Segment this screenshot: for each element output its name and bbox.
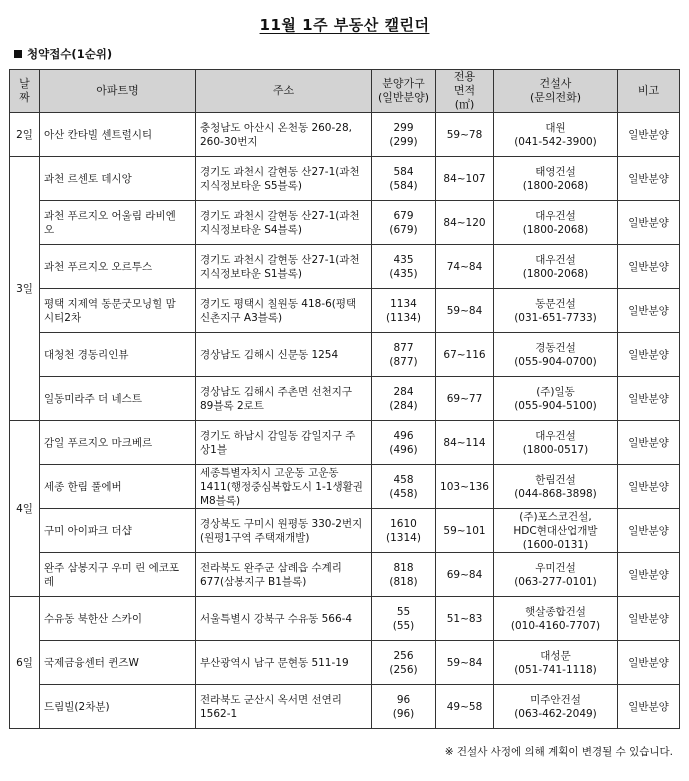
table-row [10,597,680,641]
address-cell: 경기도 평택시 칠원동 418-6(평택 신촌지구 A3블록) [196,289,372,333]
address-cell: 충청남도 아산시 온천동 260-28, 260-30번지 [196,113,372,157]
note-cell: 일반분양 [618,641,680,685]
table-row [10,465,680,509]
header-area: 전용 면적 (㎡) [436,70,494,113]
table-row [10,245,680,289]
note-cell: 일반분양 [618,377,680,421]
area-cell: 51~83 [436,597,494,641]
date-cell: 6일 [10,597,40,729]
area-cell: 74~84 [436,245,494,289]
table-row [10,685,680,729]
units-cell: 55 (55) [372,597,436,641]
header-address: 주소 [196,70,372,113]
units-cell: 299 (299) [372,113,436,157]
note-cell: 일반분양 [618,509,680,553]
builder-cell: 태영건설 (1800-2068) [494,157,618,201]
units-cell: 1610 (1314) [372,509,436,553]
area-cell: 84~107 [436,157,494,201]
name-cell: 일동미라주 더 네스트 [40,377,196,421]
table-row [10,289,680,333]
name-cell: 수유동 북한산 스카이 [40,597,196,641]
note-cell: 일반분양 [618,465,680,509]
section-heading [14,46,112,62]
page-title: 11월 1주 부동산 캘린더 [259,16,430,34]
units-cell: 256 (256) [372,641,436,685]
area-cell: 59~84 [436,289,494,333]
table-row [10,641,680,685]
table-row [10,377,680,421]
note-cell: 일반분양 [618,553,680,597]
name-cell: 과천 푸르지오 오르투스 [40,245,196,289]
date-cell: 4일 [10,421,40,597]
square-bullet-icon [14,50,22,58]
area-cell: 59~101 [436,509,494,553]
units-cell: 458 (458) [372,465,436,509]
area-cell: 49~58 [436,685,494,729]
header-units: 분양가구 (일반분양) [372,70,436,113]
builder-cell: 미주안건설 (063-462-2049) [494,685,618,729]
builder-cell: 대우건설 (1800-2068) [494,245,618,289]
name-cell: 완주 삼봉지구 우미 린 에코포 레 [40,553,196,597]
area-cell: 69~84 [436,553,494,597]
area-cell: 59~78 [436,113,494,157]
name-cell: 감일 푸르지오 마크베르 [40,421,196,465]
units-cell: 1134 (1134) [372,289,436,333]
units-cell: 679 (679) [372,201,436,245]
name-cell: 아산 칸타빌 센트럴시티 [40,113,196,157]
builder-cell: 우미건설 (063-277-0101) [494,553,618,597]
table-row [10,113,680,157]
builder-cell: 대원 (041-542-3900) [494,113,618,157]
address-cell: 부산광역시 남구 문현동 511-19 [196,641,372,685]
area-cell: 59~84 [436,641,494,685]
address-cell: 경상남도 김해시 신문동 1254 [196,333,372,377]
header-row [10,70,680,113]
address-cell: 경기도 과천시 갈현동 산27-1(과천 지식정보타운 S4블록) [196,201,372,245]
area-cell: 84~114 [436,421,494,465]
builder-cell: 대우건설 (1800-0517) [494,421,618,465]
note-cell: 일반분양 [618,157,680,201]
header-note: 비고 [618,70,680,113]
units-cell: 584 (584) [372,157,436,201]
address-cell: 전라북도 완주군 삼례읍 수계리 677(삼봉지구 B1블록) [196,553,372,597]
builder-cell: (주)포스코건설, HDC현대산업개발 (1600-0131) [494,509,618,553]
builder-cell: 동문건설 (031-651-7733) [494,289,618,333]
header-builder: 건설사 (문의전화) [494,70,618,113]
address-cell: 경기도 하남시 감일동 감일지구 주 상1블 [196,421,372,465]
header-name: 아파트명 [40,70,196,113]
table-row [10,421,680,465]
address-cell: 전라북도 군산시 옥서면 선연리 1562-1 [196,685,372,729]
note-cell: 일반분양 [618,245,680,289]
area-cell: 103~136 [436,465,494,509]
units-cell: 496 (496) [372,421,436,465]
name-cell: 과천 르센토 데시앙 [40,157,196,201]
address-cell: 세종특별자치시 고운동 고운동 1411(행정중심복합도시 1-1생활권 M8블록) [196,465,372,509]
builder-cell: 대성문 (051-741-1118) [494,641,618,685]
header-date: 날짜 [10,70,40,113]
table-row [10,333,680,377]
table-row [10,509,680,553]
name-cell: 평택 지제역 동문굿모닝힐 맘 시티2차 [40,289,196,333]
units-cell: 96 (96) [372,685,436,729]
name-cell: 국제금융센터 퀸즈W [40,641,196,685]
area-cell: 84~120 [436,201,494,245]
builder-cell: 대우건설 (1800-2068) [494,201,618,245]
name-cell: 드림빌(2차분) [40,685,196,729]
address-cell: 경기도 과천시 갈현동 산27-1(과천 지식정보타운 S5블록) [196,157,372,201]
note-cell: 일반분양 [618,421,680,465]
note-cell: 일반분양 [618,333,680,377]
footnote: ※ 건설사 사정에 의해 계획이 변경될 수 있습니다. [444,746,673,758]
note-cell: 일반분양 [618,685,680,729]
units-cell: 284 (284) [372,377,436,421]
units-cell: 877 (877) [372,333,436,377]
name-cell: 대청천 경동리인뷰 [40,333,196,377]
name-cell: 과천 푸르지오 어울림 라비엔 오 [40,201,196,245]
table-row [10,201,680,245]
builder-cell: (주)일동 (055-904-5100) [494,377,618,421]
section-label: 청약접수(1순위) [27,47,113,61]
note-cell: 일반분양 [618,113,680,157]
note-cell: 일반분양 [618,289,680,333]
address-cell: 경상남도 김해시 주촌면 선천지구 89블록 2로트 [196,377,372,421]
units-cell: 818 (818) [372,553,436,597]
address-cell: 경상북도 구미시 원평동 330-2번지 (원평1구역 주택재개발) [196,509,372,553]
date-cell: 3일 [10,157,40,421]
name-cell: 구미 아이파크 더샵 [40,509,196,553]
note-cell: 일반분양 [618,201,680,245]
area-cell: 67~116 [436,333,494,377]
area-cell: 69~77 [436,377,494,421]
builder-cell: 경동건설 (055-904-0700) [494,333,618,377]
note-cell: 일반분양 [618,597,680,641]
builder-cell: 한림건설 (044-868-3898) [494,465,618,509]
table-row [10,553,680,597]
table-body [10,113,680,729]
calendar-table [9,69,680,729]
builder-cell: 햇살종합건설 (010-4160-7707) [494,597,618,641]
table-row [10,157,680,201]
address-cell: 경기도 과천시 갈현동 산27-1(과천 지식정보타운 S1블록) [196,245,372,289]
address-cell: 서울특별시 강북구 수유동 566-4 [196,597,372,641]
units-cell: 435 (435) [372,245,436,289]
date-cell: 2일 [10,113,40,157]
name-cell: 세종 한림 풀에버 [40,465,196,509]
